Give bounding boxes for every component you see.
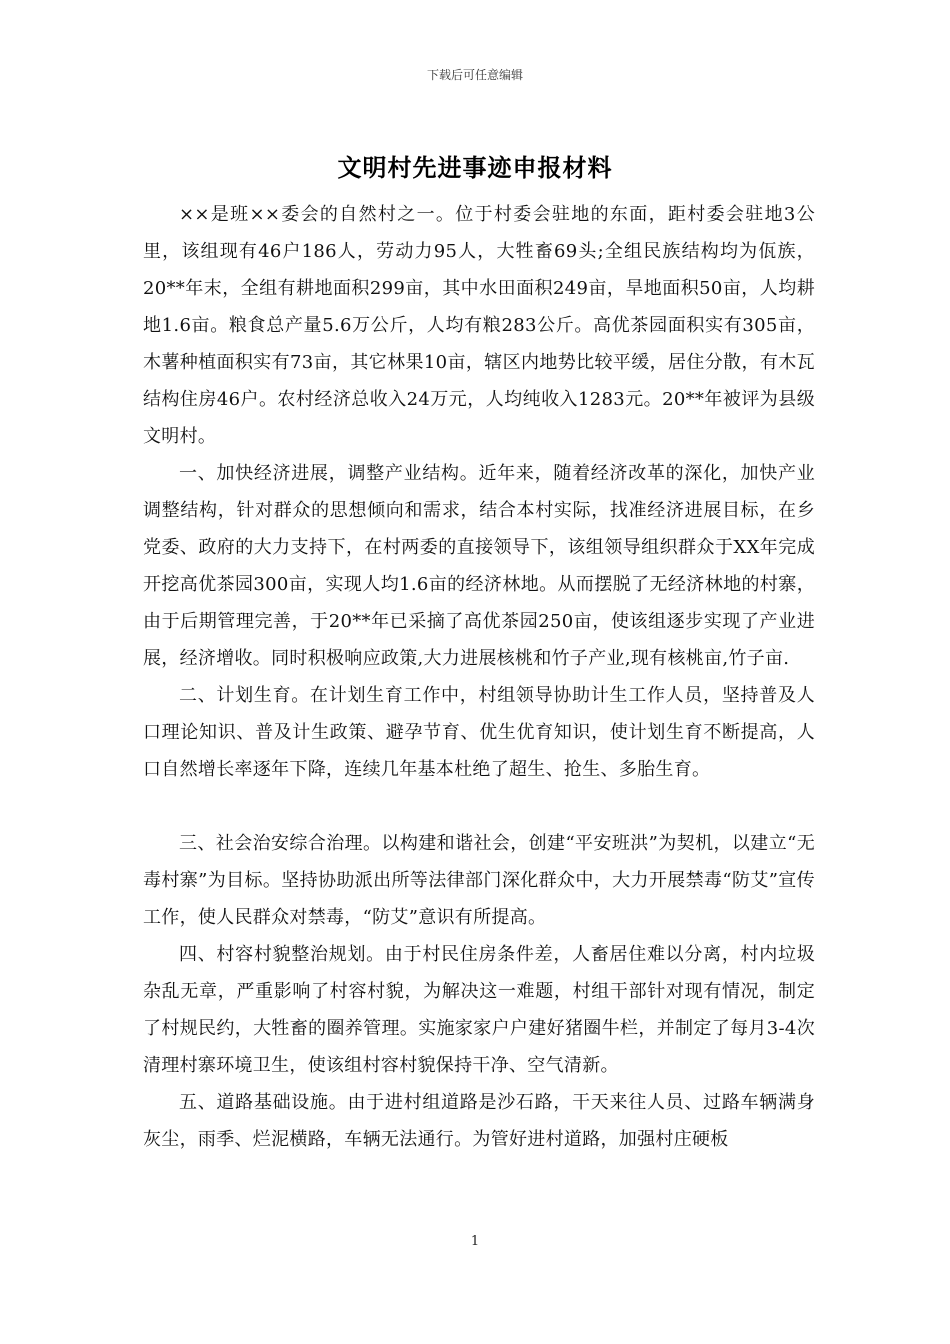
paragraph-economy: 一、加快经济进展，调整产业结构。近年来，随着经济改革的深化，加快产业调整结构，针对群众的思想倾向和需求，结合本村实际，找准经济进展目标，在乡党委、政府的大力支持下，在村两委的直接领导下，该组领导组织群众于XX年完成开挖高优茶园300亩，实现人均1.6亩的经济林地。从而摆脱了无经济林地的村寨，由于后期管理完善，于20**年已采摘了高优茶园250亩，使该组逐步实现了产业进展，经济增收。同时积极响应政策,大力进展核桃和竹子产业,现有核桃亩,竹子亩. — [143, 463, 815, 669]
paragraph-intro: ××是班××委会的自然村之一。位于村委会驻地的东面，距村委会驻地3公里，该组现有46户186人，劳动力95人，大牲畜69头;全组民族结构均为佤族，20**年末，全组有耕地面积299亩，其中水田面积249亩，旱地面积50亩，人均耕地1.6亩。粮食总产量5.6万公斤，人均有粮283公斤。高优茶园面积实有305亩，木薯种植面积实有73亩，其它林果10亩，辖区内地势比较平缓，居住分散，有木瓦结构住房46户。农村经济总收入24万元，人均纯收入1283元。20**年被评为县级文明村。 — [143, 204, 815, 447]
document-title: 文明村先进事迹申报材料 — [337, 153, 613, 182]
paragraph-public-security: 三、社会治安综合治理。以构建和谐社会，创建“平安班洪”为契机，以建立“无毒村寨”为目标。坚持协助派出所等法律部门深化群众中，大力开展禁毒“防艾”宣传工作，使人民群众对禁毒，“防艾”意识有所提高。 — [143, 833, 815, 928]
paragraph-road-infrastructure: 五、道路基础设施。由于进村组道路是沙石路，干天来往人员、过路车辆满身灰尘，雨季、烂泥横路，车辆无法通行。为管好进村道路，加强村庄硬板 — [143, 1092, 815, 1150]
paragraph-family-planning: 二、计划生育。在计划生育工作中，村组领导协助计生工作人员，坚持普及人口理论知识、普及计生政策、避孕节育、优生优育知识，使计划生育不断提高，人口自然增长率逐年下降，连续几年基本杜绝了超生、抢生、多胎生育。 — [143, 685, 815, 780]
document-body — [143, 196, 815, 1158]
page-number: 1 — [470, 1234, 480, 1249]
paragraph-village-appearance: 四、村容村貌整治规划。由于村民住房条件差，人畜居住难以分离，村内垃圾杂乱无章，严重影响了村容村貌，为解决这一难题，村组干部针对现有情况，制定了村规民约，大牲畜的圈养管理。实施家家户户建好猪圈牛栏，并制定了每月3-4次清理村寨环境卫生，使该组村容村貌保持干净、空气清新。 — [143, 944, 815, 1076]
header-note: 下载后可任意编辑 — [426, 68, 523, 82]
